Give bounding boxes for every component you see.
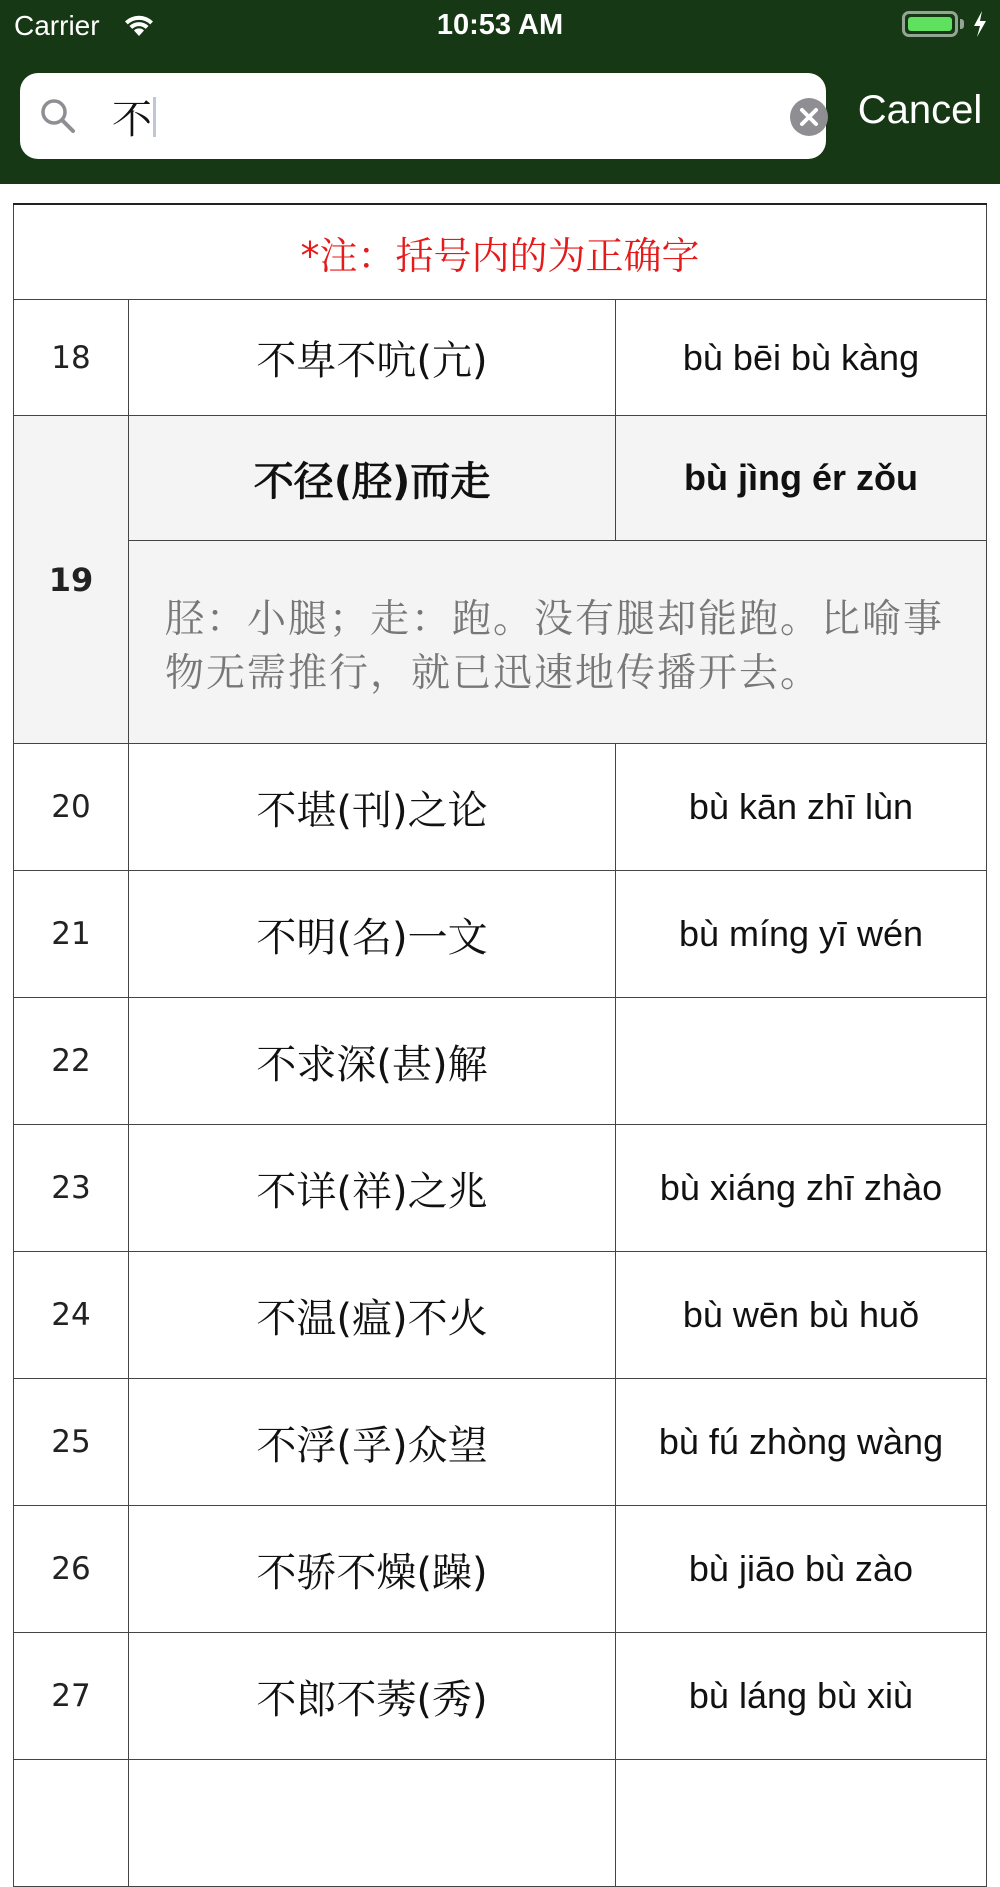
idiom-pinyin: bù kān zhī lùn	[688, 786, 914, 827]
idiom-word: 不浮(孚)众望	[129, 1379, 616, 1505]
idiom-word: 不明(名)一文	[129, 871, 616, 997]
idiom-pinyin: bù bēi bù kàng	[682, 336, 920, 378]
row-number: 25	[14, 1379, 129, 1505]
table-row[interactable]	[13, 1506, 987, 1633]
idiom-pinyin: bù jiāo bù zào	[688, 1548, 914, 1589]
table-note: *注：括号内的为正确字	[13, 205, 987, 300]
idiom-word: 不径(胫)而走	[129, 416, 616, 540]
search-input[interactable]	[92, 81, 792, 151]
table-row[interactable]	[13, 744, 987, 871]
row-number: 21	[14, 871, 129, 997]
table-row[interactable]	[13, 998, 987, 1125]
idiom-word	[129, 1760, 616, 1886]
idiom-description: 胫：小腿；走：跑。没有腿却能跑。比喻事物无需推行，就已迅速地传播开去。	[165, 597, 945, 696]
table-row-expanded[interactable]	[13, 416, 987, 744]
idiom-pinyin: bù xiáng zhī zhào	[659, 1167, 943, 1208]
carrier-label: Carrier	[14, 10, 100, 41]
battery-icon	[902, 11, 958, 37]
row-number	[14, 1760, 129, 1886]
search-bar[interactable]	[20, 73, 826, 159]
row-number: 24	[14, 1252, 129, 1378]
row-number: 22	[14, 998, 129, 1124]
text-cursor	[153, 97, 156, 137]
results-table	[13, 203, 987, 1887]
row-number: 26	[14, 1506, 129, 1632]
row-number: 19	[14, 416, 129, 743]
battery-level	[908, 17, 952, 31]
idiom-word: 不堪(刊)之论	[129, 744, 616, 870]
table-row[interactable]	[13, 871, 987, 998]
idiom-pinyin	[616, 1760, 986, 1886]
table-row[interactable]	[13, 1633, 987, 1760]
row-number: 23	[14, 1125, 129, 1251]
table-row-partial[interactable]	[13, 1760, 987, 1887]
table-row[interactable]	[13, 1379, 987, 1506]
cancel-button[interactable]: Cancel	[857, 88, 983, 132]
clock: 10:53 AM	[436, 9, 564, 41]
row-number: 18	[14, 300, 129, 415]
idiom-word: 不温(瘟)不火	[129, 1252, 616, 1378]
idiom-pinyin: bù wēn bù huǒ	[682, 1294, 920, 1335]
expanded-content	[129, 416, 986, 743]
idiom-pinyin: bù jìng ér zǒu	[684, 457, 918, 498]
idiom-word: 不骄不燥(躁)	[129, 1506, 616, 1632]
clear-icon[interactable]	[789, 97, 829, 137]
charging-bolt-icon	[972, 10, 988, 38]
table-row[interactable]	[13, 1125, 987, 1252]
idiom-word: 不求深(甚)解	[129, 998, 616, 1124]
idiom-word: 不郎不莠(秀)	[129, 1633, 616, 1759]
idiom-pinyin: bù láng bù xiù	[688, 1675, 914, 1716]
expanded-header	[129, 416, 986, 541]
idiom-pinyin: bù fú zhòng wàng	[658, 1421, 944, 1462]
table-row[interactable]	[13, 1252, 987, 1379]
row-number: 27	[14, 1633, 129, 1759]
battery-cap	[960, 19, 964, 29]
idiom-pinyin	[616, 998, 986, 1124]
idiom-word: 不详(祥)之兆	[129, 1125, 616, 1251]
nav-header	[0, 0, 1000, 184]
status-bar	[0, 0, 1000, 50]
row-number: 20	[14, 744, 129, 870]
table-row[interactable]	[13, 300, 987, 416]
search-icon	[38, 96, 78, 136]
idiom-word: 不卑不吭(亢)	[129, 300, 616, 415]
idiom-pinyin: bù míng yī wén	[678, 913, 924, 954]
